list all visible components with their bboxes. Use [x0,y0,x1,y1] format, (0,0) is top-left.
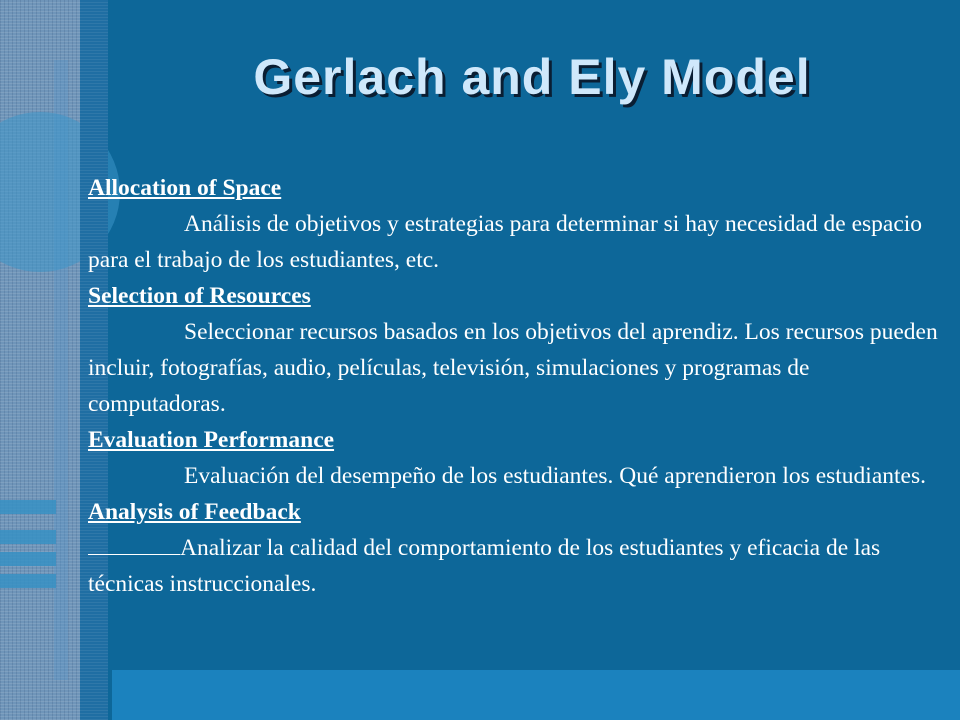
section-body: Seleccionar recursos basados en los objetivos del aprendiz. Los recursos pueden incluir, fotografías, audio, películas, televisión, simulaciones y programas de computadoras. [88,319,938,417]
section-selection-of-resources [88,278,938,422]
section-evaluation-performance [88,422,938,494]
section-heading: Selection of Resources [88,283,311,309]
section-heading: Evaluation Performance [88,427,335,453]
section-body: Evaluación del desempeño de los estudiantes. Qué aprendieron los estudiantes. [184,463,926,489]
slide-content [88,170,938,602]
section-analysis-of-feedback [88,494,938,602]
decorative-bar [0,500,56,514]
section-body: Análisis de objetivos y estrategias para determinar si hay necesidad de espacio para el trabajo de los estudiantes, etc. [88,211,923,273]
decorative-bar [0,530,56,544]
slide-title: Gerlach and Ely Model [253,49,811,105]
decorative-bar [0,574,56,588]
left-decorative-strip [0,0,80,720]
section-heading: Allocation of Space [88,175,282,201]
bottom-band [112,670,960,720]
section-body-wrapper [88,530,938,602]
section-heading: Analysis of Feedback [88,499,301,525]
section-body: Analizar la calidad del comportamiento de los estudiantes y eficacia de las técnicas instruccionales. [88,535,881,597]
decorative-bar [0,552,56,566]
underline-indent [88,534,180,555]
section-allocation-of-space [88,170,938,278]
